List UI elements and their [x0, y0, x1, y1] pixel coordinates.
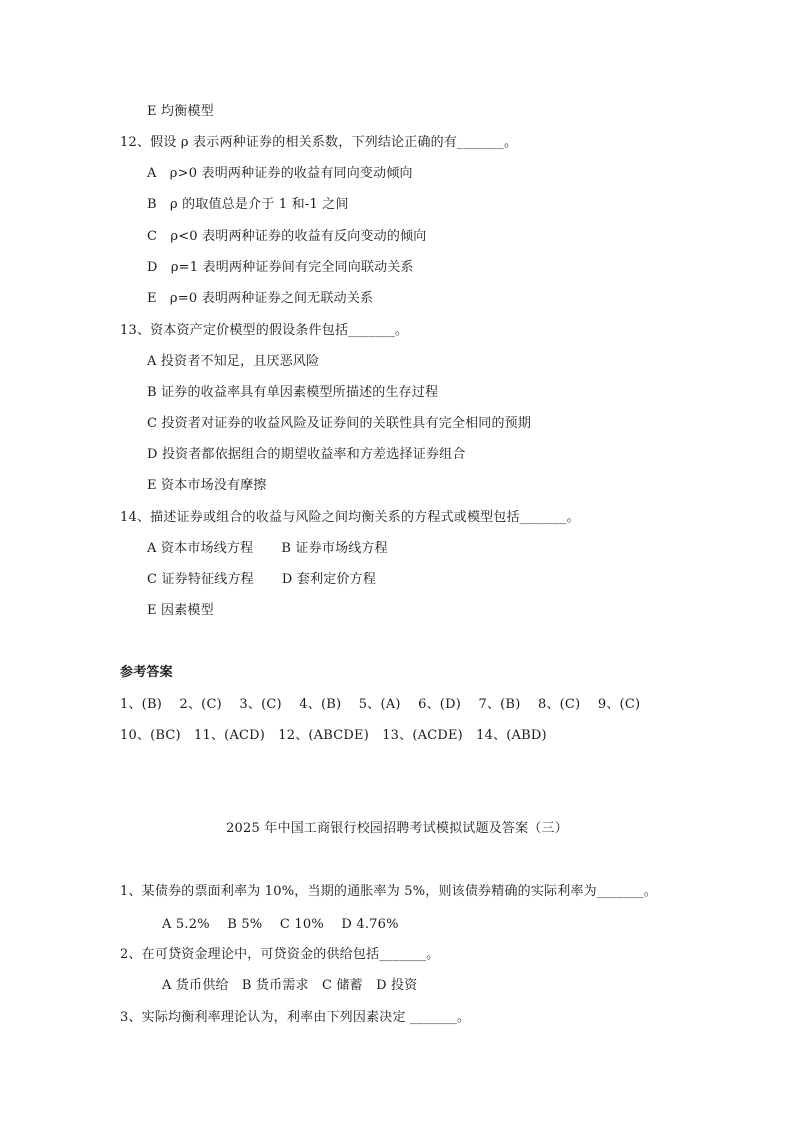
- q13-stem: 13、资本资产定价模型的假设条件包括_______。: [120, 323, 409, 338]
- q12-option-c: C ρ<0 表明两种证券的收益有反向变动的倾向: [147, 229, 427, 244]
- q14-option-b: B 证券市场线方程: [281, 541, 388, 556]
- q12-option-e: E ρ=0 表明两种证券之间无联动关系: [147, 291, 374, 306]
- q13-option-a: A 投资者不知足，且厌恶风险: [147, 354, 320, 369]
- s2-q3-stem: 3、实际均衡利率理论认为，利率由下列因素决定 _______。: [120, 1010, 471, 1025]
- q14-option-d: D 套利定价方程: [281, 572, 377, 587]
- q14-options-row-2: [147, 571, 376, 589]
- q14-option-c: C 证券特征线方程: [147, 572, 254, 587]
- q14-option-a: A 资本市场线方程: [147, 541, 254, 556]
- q13-option-b: B 证券的收益率具有单因素模型所描述的生存过程: [147, 385, 439, 400]
- q14-option-e: E 因素模型: [147, 603, 214, 618]
- section-title: 2025 年中国工商银行校园招聘考试模拟试题及答案（三）: [226, 821, 568, 836]
- answers-line-2: 10、(BC) 11、(ACD) 12、(ABCDE) 13、(ACDE) 14、(ABD): [120, 728, 547, 743]
- q12-option-d: D ρ=1 表明两种证券间有完全同向联动关系: [147, 260, 414, 275]
- s2-q2-stem: 2、在可贷资金理论中，可贷资金的供给包括_______。: [120, 947, 440, 962]
- answers-heading: 参考答案: [120, 665, 173, 680]
- q12-stem: 12、假设 ρ 表示两种证券的相关系数，下列结论正确的有_______。: [120, 135, 518, 150]
- answers-line-1: 1、(B) 2、(C) 3、(C) 4、(B) 5、(A) 6、(D) 7、(B) 8、(C) 9、(C): [120, 697, 641, 712]
- q13-option-e: E 资本市场没有摩擦: [147, 478, 267, 493]
- s2-q1-stem: 1、某债券的票面利率为 10%，当期的通胀率为 5%，则该债券精确的实际利率为_______。: [120, 884, 657, 899]
- s2-q2-options: A 货币供给 B 货币需求 C 储蓄 D 投资: [162, 978, 418, 993]
- q12-option-a: A ρ>0 表明两种证券的收益有同向变动倾向: [147, 166, 413, 181]
- q11-option-e: E 均衡模型: [147, 104, 214, 119]
- q14-stem: 14、描述证券或组合的收益与风险之间均衡关系的方程式或模型包括_______。: [120, 510, 580, 525]
- q14-options-row-1: [147, 540, 388, 558]
- q13-option-d: D 投资者都依据组合的期望收益率和方差选择证券组合: [147, 447, 466, 462]
- q13-option-c: C 投资者对证券的收益风险及证券间的关联性具有完全相同的预期: [147, 416, 532, 431]
- q12-option-b: B ρ 的取值总是介于 1 和-1 之间: [147, 197, 349, 212]
- s2-q1-options: A 5.2% B 5% C 10% D 4.76%: [162, 917, 399, 932]
